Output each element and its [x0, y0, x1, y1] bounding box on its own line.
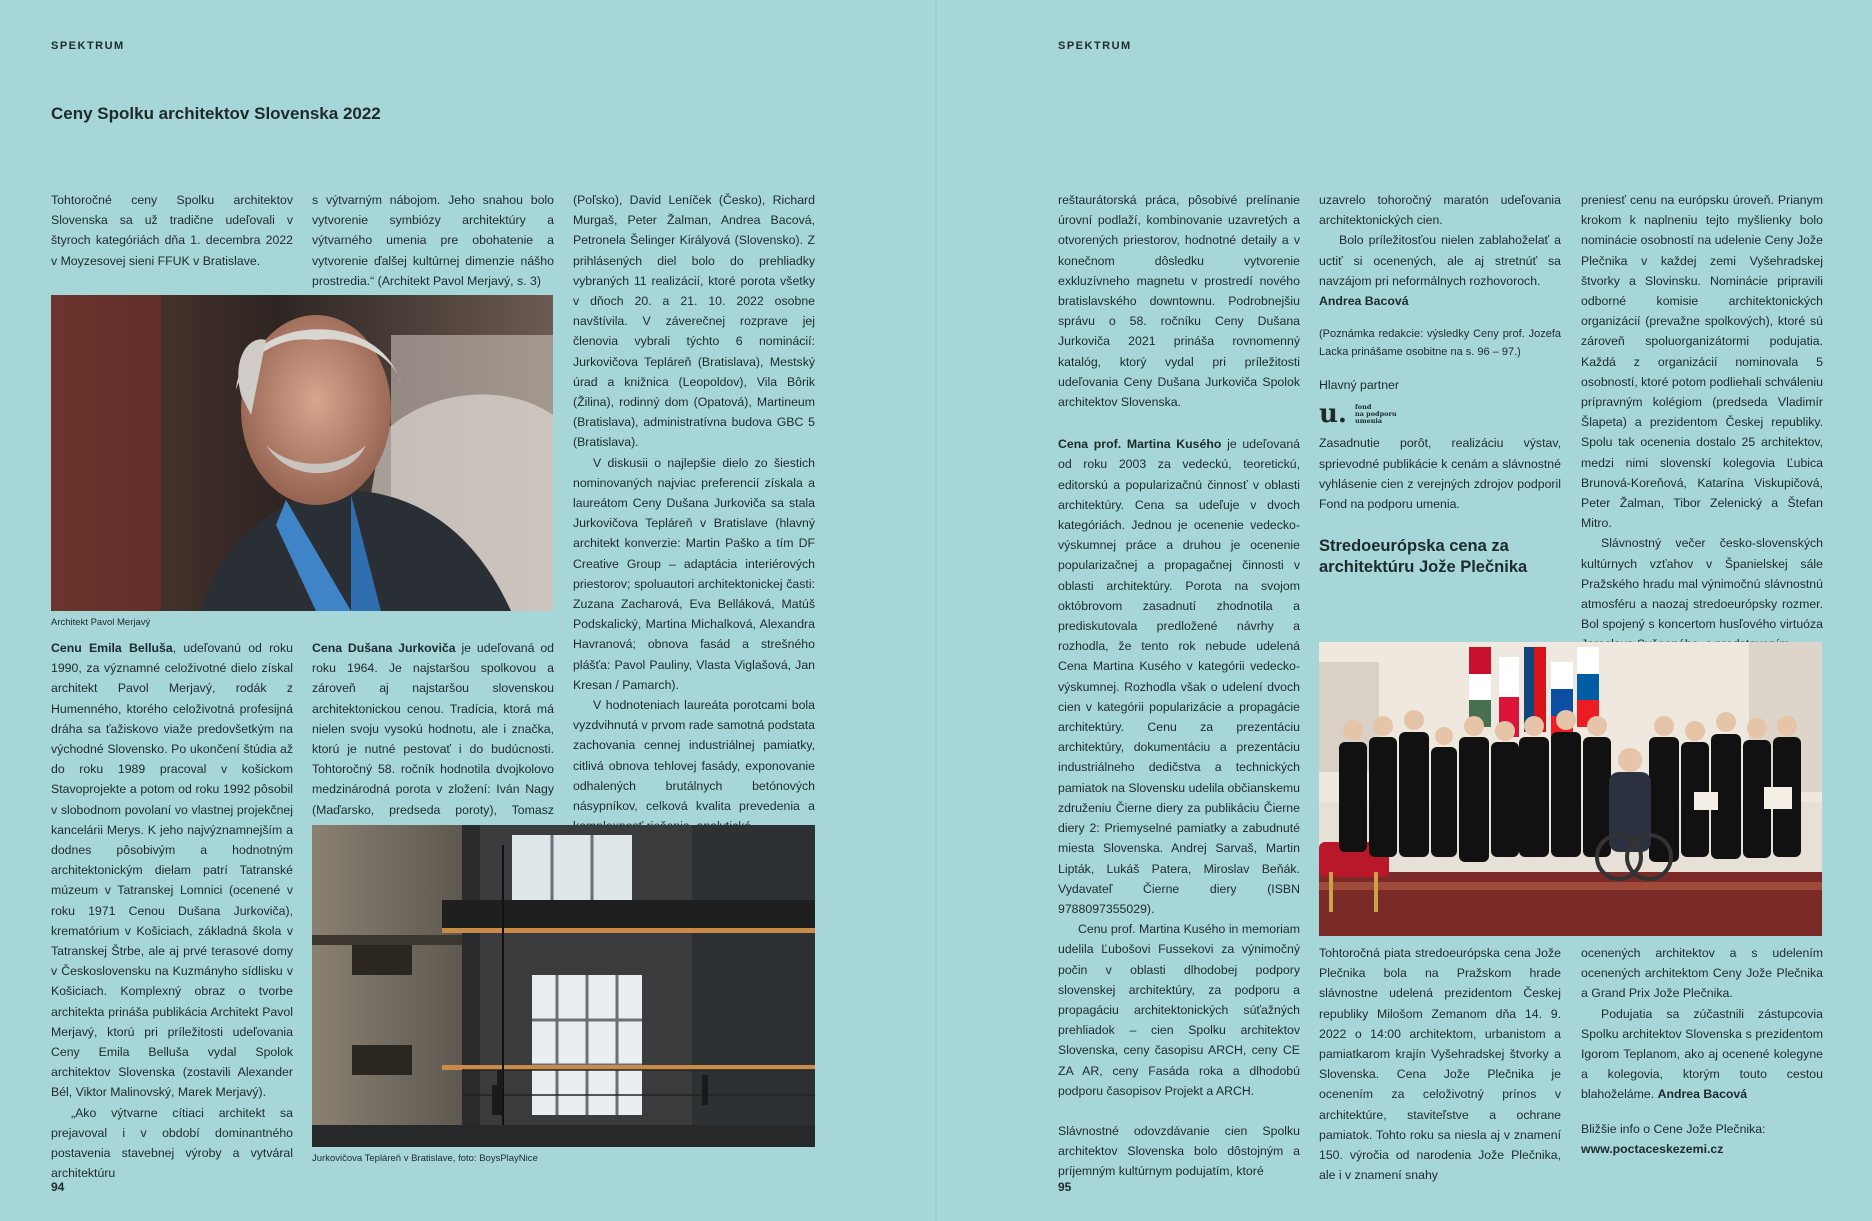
kusy-paragraph	[1058, 434, 1300, 919]
belluša-paragraph	[51, 638, 293, 1103]
european-paragraph: preniesť cenu na európsku úroveň. Prianym krokom k naplneniu tejto myšlienky bolo nominácie osobností na udelenie Ceny Jože Plečnika v každej zemi Vyšehradskej štvorky a Slovinsku. Nominácie pripravili odborné komisie architektonických organizácií (prevažne spolkových), ktoré sú zároveň spoluorganizátormi podujatia. Každá z organizácií nominovala 5 osobností, ktoré potom podliehali schváleniu prípravným kolégiom (predseda Vladimír Šlapeta) a prezidentom Českej republiky. Spolu tak ocenenia dostalo 25 architektov, medzi nimi slovenskí kolegovia Ľubica Brunová-Koreňová, Katarína Viskupičová, Peter Žalman, Tibor Zelenický a Štefan Mitro.	[1581, 193, 1823, 531]
jurkovic-text: je udeľovaná od roku 1964. Je najstaršou spolkovou a zároveň aj najstaršou slovenskou architektonickou cenou. Tradícia, ktorá má nielen svoju vysokú hodnotu, ale i značka, ktorú je nutné pestovať i do budúcnosti. Tohtoročný 58. ročník hodnotila dvojkolovo medzinárodná porota v zložení: Iván Nagy (Maďarsko, predseda poroty), Tomasz	[312, 641, 554, 817]
partner-paragraph: Zasadnutie porôt, realizáciu výstav, sprievodné publikácie k cenám a slávnostné vyhlásenie cien z verejných zdrojov podporil Fond na podporu umenia.	[1319, 436, 1561, 512]
congrats-paragraph: Bolo príležitosťou nielen zablahoželať a uctiť si ocenených, ale aj stretnúť sa navzájom pri neformálnych rozhovoroch.	[1319, 233, 1561, 288]
editor-note: (Poznámka redakcie: výsledky Ceny prof. Jozefa Lacka prinášame osobitne na s. 96 – 97.)	[1319, 328, 1561, 359]
belluša-lead: Cenu Emila Belluša	[51, 641, 173, 655]
col3-body	[573, 190, 815, 837]
logo-line-3: umenia	[1354, 416, 1383, 425]
running-head: SPEKTRUM	[1058, 40, 1132, 52]
interior-photo	[312, 825, 815, 1147]
partner-label: Hlavný partner	[1319, 378, 1399, 393]
col1-intro-block	[51, 190, 293, 271]
author-signature-2: Andrea Bacová	[1657, 1087, 1748, 1102]
col2-intro-block	[312, 190, 554, 291]
participants-text: Podujatia sa zúčastnili zástupcovia Spolku architektov Slovenska s prezidentom Igorom Teplanom, ako aj ocenené kolegyne a kolegovia, ktorým touto cestou blahoželáme.	[1581, 1006, 1823, 1102]
page-number: 94	[51, 1180, 65, 1194]
interior-caption: Jurkovičova Tepláreň v Bratislave, foto: BoysPlayNice	[312, 1153, 538, 1164]
kusy-text: je udeľovaná od roku 2003 za vedeckú, teoretickú, editorskú a popularizačnú činnosť v oblasti architektúry. Cena sa udeľuje v dvoch kategóriách. Jednou je ocenenie vedecko-výskumnej práce a druhou je ocenenie popularizačnej a propagačnej činnosti v oblasti architektúry. Porota na svojom októbrovom zasadnutí zhodnotila a prediskutovala predložené návrhy a rozhodla, že tento rok nebude udelená Cena Martina Kusého v kategórii vedecko-výskumnej. Rozhodla však o udelení dvoch cien v kategórii popularizácie a propagácie architektúry. Cenu za prezentáciu architektúry, dokumentáciu a prezentáciu industriálneho dedičstva a technických pamiatok na Slovensku udelila občianskemu združeniu Čierne diery za publikáciu Čierne diery 2: Priemyselné pamiatky a zabudnuté miesta Slovenska. Andrej Sarvaš, Martin Lipták, Lukáš Patera, Miroslav Beňák. Vydavateľ Čierne diery (ISBN 9788097355029).	[1058, 437, 1300, 916]
portrait-photo	[51, 295, 553, 611]
quote-paragraph: s výtvarným nábojom. Jeho snahou bolo vytvorenie symbiózy architektúry a výtvarného umenia pre obohatenie a vytvorenie ďalšej kultúrnej dimenzie nášho prostredia.“ (Architekt Pavol Merjavý, s. 3)	[312, 193, 554, 288]
col2-body	[312, 638, 554, 840]
col3-top	[1581, 190, 1823, 655]
right-page	[936, 0, 1872, 1221]
more-info-label: Bližšie info o Cene Jože Plečnika:	[1581, 1121, 1766, 1136]
kusy-lead: Cena prof. Martina Kusého	[1058, 437, 1222, 452]
group-photo	[1319, 642, 1822, 936]
col3-bottom	[1581, 943, 1823, 1159]
partner-logo	[1319, 399, 1561, 430]
laureate-paragraph: V diskusii o najlepšie dielo zo šiestich nominovaných najviac preferencií získala a laureátom Ceny Dušana Jurkoviča sa stala Jurkovičova Tepláreň v Bratislave (hlavný architekt konverzie: Martin Paško a tím DF Creative Group – adaptácia interiérových priestorov; spoluautori architektonickej časti: Zuzana Zacharová, Eva Belláková, Matúš Podskalický, Martina Michalková, Alexandra Havranová; obnova fasád a strešného plášťa: Pavol Pauliny, Vlasta Viglašová, Jan Kresan / Pamarch).	[573, 455, 815, 692]
logo-line-1: fond	[1354, 402, 1372, 411]
logo-line-2: na podporu	[1354, 409, 1397, 418]
marathon-paragraph: uzavrelo tohoročný maratón udeľovania architektonických cien.	[1319, 193, 1561, 228]
award-paragraph: ocenených architektov a s udelením ocenených architektom Ceny Jože Plečnika a Grand Prix Jože Plečnika.	[1581, 946, 1823, 1001]
participants-paragraph	[1581, 1004, 1823, 1105]
evaluation-paragraph: V hodnoteniach laureáta porotcami bola vyzdvihnutá v prvom rade samotná podstata zachovania cennej industriálnej pamiatky, citlivá obnova tehlovej fasády, exponovanie odhalených brutálnych betónových násypníkov, celková kvalita prevedenia a	[573, 698, 815, 814]
plecnik-link[interactable]: www.poctaceskezemi.cz	[1581, 1141, 1724, 1156]
col2-bottom	[1319, 943, 1561, 1185]
col2-top	[1319, 190, 1561, 578]
fussek-paragraph: Cenu prof. Martina Kusého in memoriam udelila Ľubošovi Fussekovi za výnimočný počin v oblasti dlhodobej podpory slovenskej architektúry, za podporu a propagáciu architektonických súťažných prehliadok – cien Spolku architektov Slovenska, ceny časopisu ARCH, ceny CE ZA AR, ceny Fasáda roka a dlhodobú podporu časopisov Projekt a ARCH.	[1058, 922, 1300, 1098]
running-head: SPEKTRUM	[51, 40, 125, 52]
jurkovic-paragraph	[312, 638, 554, 840]
jurkovic-lead: Cena Dušana Jurkoviča	[312, 641, 456, 655]
page-number: 95	[1058, 1180, 1072, 1194]
belluša-text: , udeľovanú od roku 1990, za významné celoživotné dielo získal architekt Pavol Merjavý, rodák z Humenného, ktorého celoživotná profesijná dráha sa ťažiskovo viaže predovšetkým na východné Slovensko. Po ukončení štúdia až do roku 1989 pracoval v košickom Stavoprojekte a potom od roku 1992 pôsobil v slobodnom povolaní vo vlastnej projekčnej kancelárii Merys. K jeho najvýznamnejším a dodnes pôsobivým a hodnotným architektonickým dielam patrí Tatranské múzeum v Tatranskej Lomnici (ocenené v roku 1971 Cenou Dušana Jurkoviča), krematórium v Košiciach, základná škola v Tatranskej Štrbe, ale aj prvé terasové domy v Československu na Kuzmányho sídlisku v Košiciach. Komplexný obraz o tvorbe architekta prináša publikácia Architekt Pavol Merjavý, ktorú pri príležitosti udeľovania Ceny Emila Belluša vydal Spolok architektov Slovenska (zostavili Alexander Bél, Viktor Malinovský, Marek Merjavý).	[51, 641, 294, 1100]
jury-paragraph: (Poľsko), David Leníček (Česko), Richard Murgaš, Peter Žalman, Andrea Bacová, Petronela Šelinger Királyová (Slovensko). Z prihlásených diel bolo do prehliadky vybraných 11 realizácií, ktoré porota všetky v dňoch 20. a 21. 10. 2022 osobne navštívila. V záverečnej rozprave jej členovia vybrali týchto 6 nominácií: Jurkovičova Tepláreň (Bratislava), Mestský úrad a knižnica (Leopoldov), Vila Bôrik (Žilina), rodinný dom (Opatová), Martineum (Bratislava), administratívna budova GBC 5 (Bratislava).	[573, 193, 815, 450]
col1-body	[51, 638, 293, 1183]
fpu-logo-icon: u.	[1319, 399, 1347, 430]
evening-paragraph: Slávnostný večer česko-slovenských kultúrnych vzťahov v Španielskej sále Pražského hradu mal výnimočnú slávnostnú atmosféru a naozaj stredoeurópsky rozmer. Bol spojený s koncertom husľového virtuóza	[1581, 536, 1823, 632]
col1-body	[1058, 190, 1300, 1182]
intro-paragraph: Tohtoročné ceny Spolku architektov Slovenska sa už tradične udeľovali v štyroch kategóriách dňa 1. decembra 2022 v Moyzesovej sieni FFUK v Bratislave.	[51, 193, 293, 268]
article-title: Ceny Spolku architektov Slovenska 2022	[51, 104, 381, 123]
quote-start-paragraph: „Ako výtvarne cítiaci architekt sa prejavoval i v období dominantného postavenia stavebnej výroby a vytváral architektúru	[51, 1105, 293, 1181]
catalog-paragraph: reštaurátorská práca, pôsobivé prelínanie úrovní podlaží, kombinovanie uzavretých a otvorených priestorov, hodnotné detaily a v konečnom dôsledku vytvorenie exkluzívneho magnetu v prostredí nového bratislavského downtownu. Podrobnejšiu správu o 58. ročníku Ceny Dušana Jurkoviča 2021 prináša rovnomenný katalóg, ktorý vydal pri príležitosti udeľovania Ceny Dušana Jurkoviča Spolok architektov Slovenska.	[1058, 193, 1300, 410]
plecnik-paragraph: Tohtoročná piata stredoeurópska cena Jože Plečnika bola na Pražskom hrade slávnostne udelená prezidentom Českej republiky Milošom Zemanom dňa 14. 9. 2022 o 14:00 architektom, urbanistom a pamiatkarom krajín Vyšehradskej štvorky a Slovenska. Cena Jože Plečnika je ocenením za celoživotný prínos v architektúre, staviteľstve a ochrane pamiatok. Tohto roku sa niesla aj v znamení 150. výročia od narodenia Jože Plečnika, ale i v znamení snahy	[1319, 946, 1561, 1183]
author-signature: Andrea Bacová	[1319, 294, 1409, 309]
fpu-logo-text	[1355, 404, 1397, 425]
portrait-caption: Architekt Pavol Merjavý	[51, 617, 151, 628]
ceremony-paragraph: Slávnostné odovzdávanie cien Spolku architektov Slovenska bolo dôstojným a príjemným kultúrnym podujatím, ktoré	[1058, 1123, 1300, 1179]
plecnik-subhead: Stredoeurópska cena za architektúru Jože Plečnika	[1319, 537, 1528, 577]
